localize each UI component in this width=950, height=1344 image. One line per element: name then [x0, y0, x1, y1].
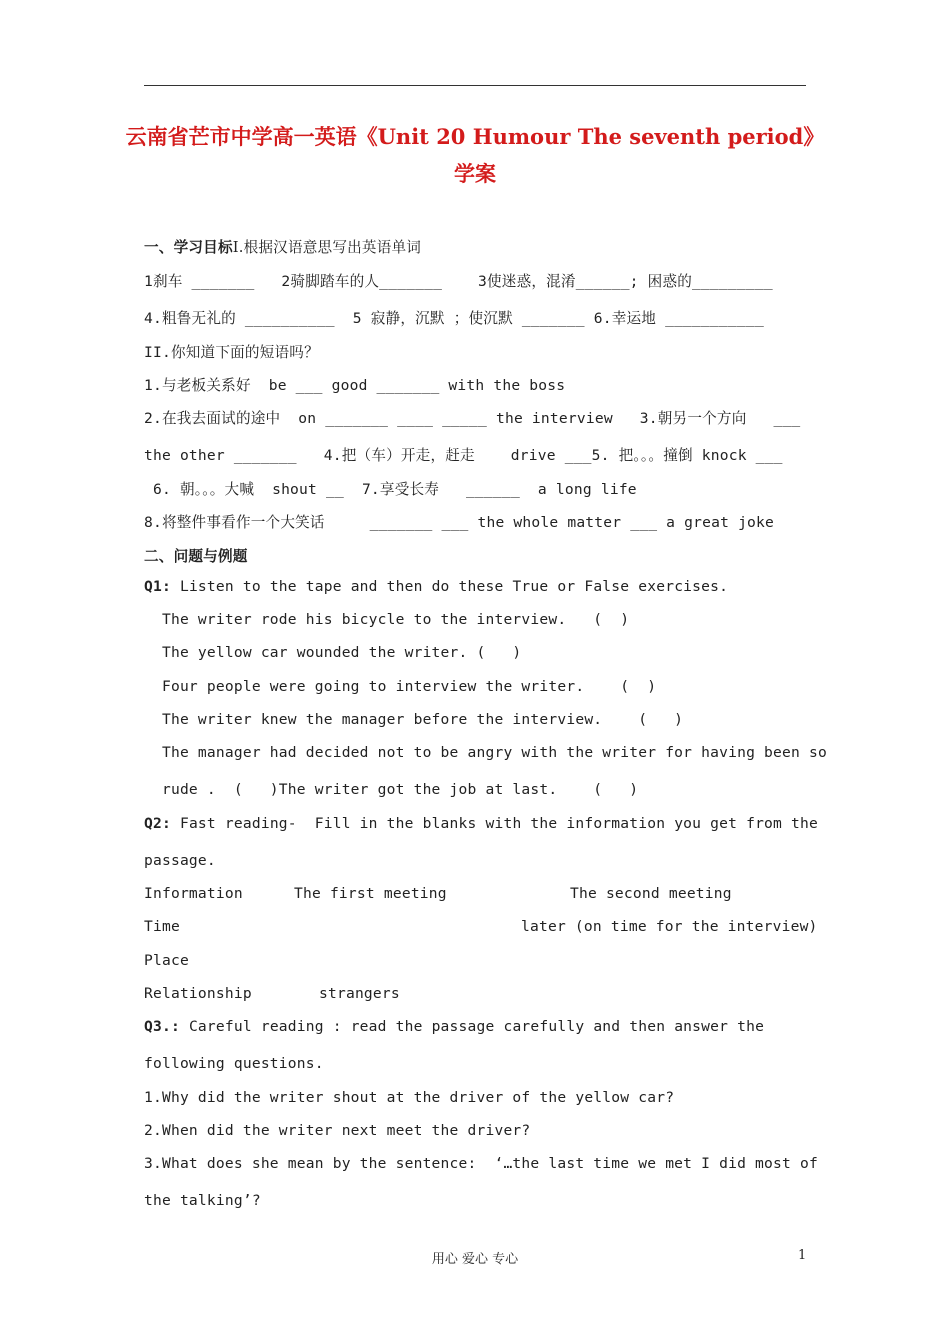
q1-item: Four people were going to interview the writer. ( )	[144, 678, 657, 695]
q3-line	[144, 1018, 764, 1035]
question-3: 3.What does she mean by the sentence: ‘…the last time we met I did most of	[144, 1155, 818, 1172]
table-row-time-label: Time	[144, 918, 180, 935]
q2-line	[144, 815, 818, 832]
q1-label: Q1:	[144, 578, 171, 595]
q2-label: Q2:	[144, 815, 171, 832]
table-header-second: The second meeting	[570, 885, 732, 902]
q3-text-cont: following questions.	[144, 1055, 324, 1072]
part2-title: II.你知道下面的短语吗？	[144, 344, 319, 361]
question-3-cont: the talking’?	[144, 1192, 261, 1209]
header-rule	[144, 85, 806, 86]
section1-heading: 一、学习目标	[144, 239, 233, 256]
phrase-5: 8.将整件事看作一个大笑话 _______ ___ the whole matter ___ a great joke	[144, 514, 775, 531]
q1-item: The writer knew the manager before the interview. ( )	[144, 711, 684, 728]
section2-heading: 二、问题与例题	[144, 548, 248, 565]
table-header-first: The first meeting	[294, 885, 447, 902]
phrase-4: 6. 朝。。。大喊 shout __ 7.享受长寿 ______ a long life	[144, 481, 637, 498]
vocab-line-2: 4.粗鲁无礼的 __________ 5 寂静，沉默 ；使沉默 _______ 6.幸运地 ___________	[144, 310, 764, 327]
document-title: 云南省芒市中学高一英语《Unit 20 Humour The seventh period》	[125, 124, 825, 149]
table-row-time-second: later (on time for the interview)	[521, 918, 818, 935]
q2-text: Fast reading- Fill in the blanks with the information you get from the	[170, 815, 818, 832]
part1-title: I.根据汉语意思写出英语单词	[232, 239, 422, 256]
phrase-2: 2.在我去面试的途中 on _______ ____ _____ the interview 3.朝另一个方向 ___	[144, 410, 801, 427]
q1-item: The yellow car wounded the writer. ( )	[144, 644, 522, 661]
q1-item: The writer rode his bicycle to the interview. ( )	[144, 611, 630, 628]
page-number: 1	[798, 1248, 807, 1263]
footer-motto: 用心 爱心 专心	[431, 1252, 519, 1267]
table-header-info: Information	[144, 885, 243, 902]
q3-text: Careful reading : read the passage carefully and then answer the	[179, 1018, 765, 1035]
q1-line	[144, 578, 728, 595]
table-row-relationship-label: Relationship	[144, 985, 252, 1002]
question-2: 2.When did the writer next meet the driver?	[144, 1122, 531, 1139]
q1-text: Listen to the tape and then do these True or False exercises.	[170, 578, 729, 595]
q1-item: rude . ( )The writer got the job at last. ( )	[144, 781, 639, 798]
q3-label: Q3.:	[144, 1018, 180, 1035]
phrase-3: the other _______ 4.把（车）开走，赶走 drive ___5. 把。。。撞倒 knock ___	[144, 447, 783, 464]
section1-heading-line	[144, 236, 421, 257]
table-row-relationship-first: strangers	[319, 985, 400, 1002]
q2-text-cont: passage.	[144, 852, 216, 869]
table-row-place-label: Place	[144, 952, 189, 969]
phrase-1: 1.与老板关系好 be ___ good _______ with the boss	[144, 377, 566, 394]
document-title-line2: 学案	[454, 161, 496, 186]
q1-item: The manager had decided not to be angry with the writer for having been so	[144, 744, 827, 761]
vocab-line-1: 1刹车 _______ 2骑脚踏车的人_______ 3使迷惑，混淆______; 困惑的_________	[144, 273, 773, 290]
question-1: 1.Why did the writer shout at the driver of the yellow car?	[144, 1089, 675, 1106]
